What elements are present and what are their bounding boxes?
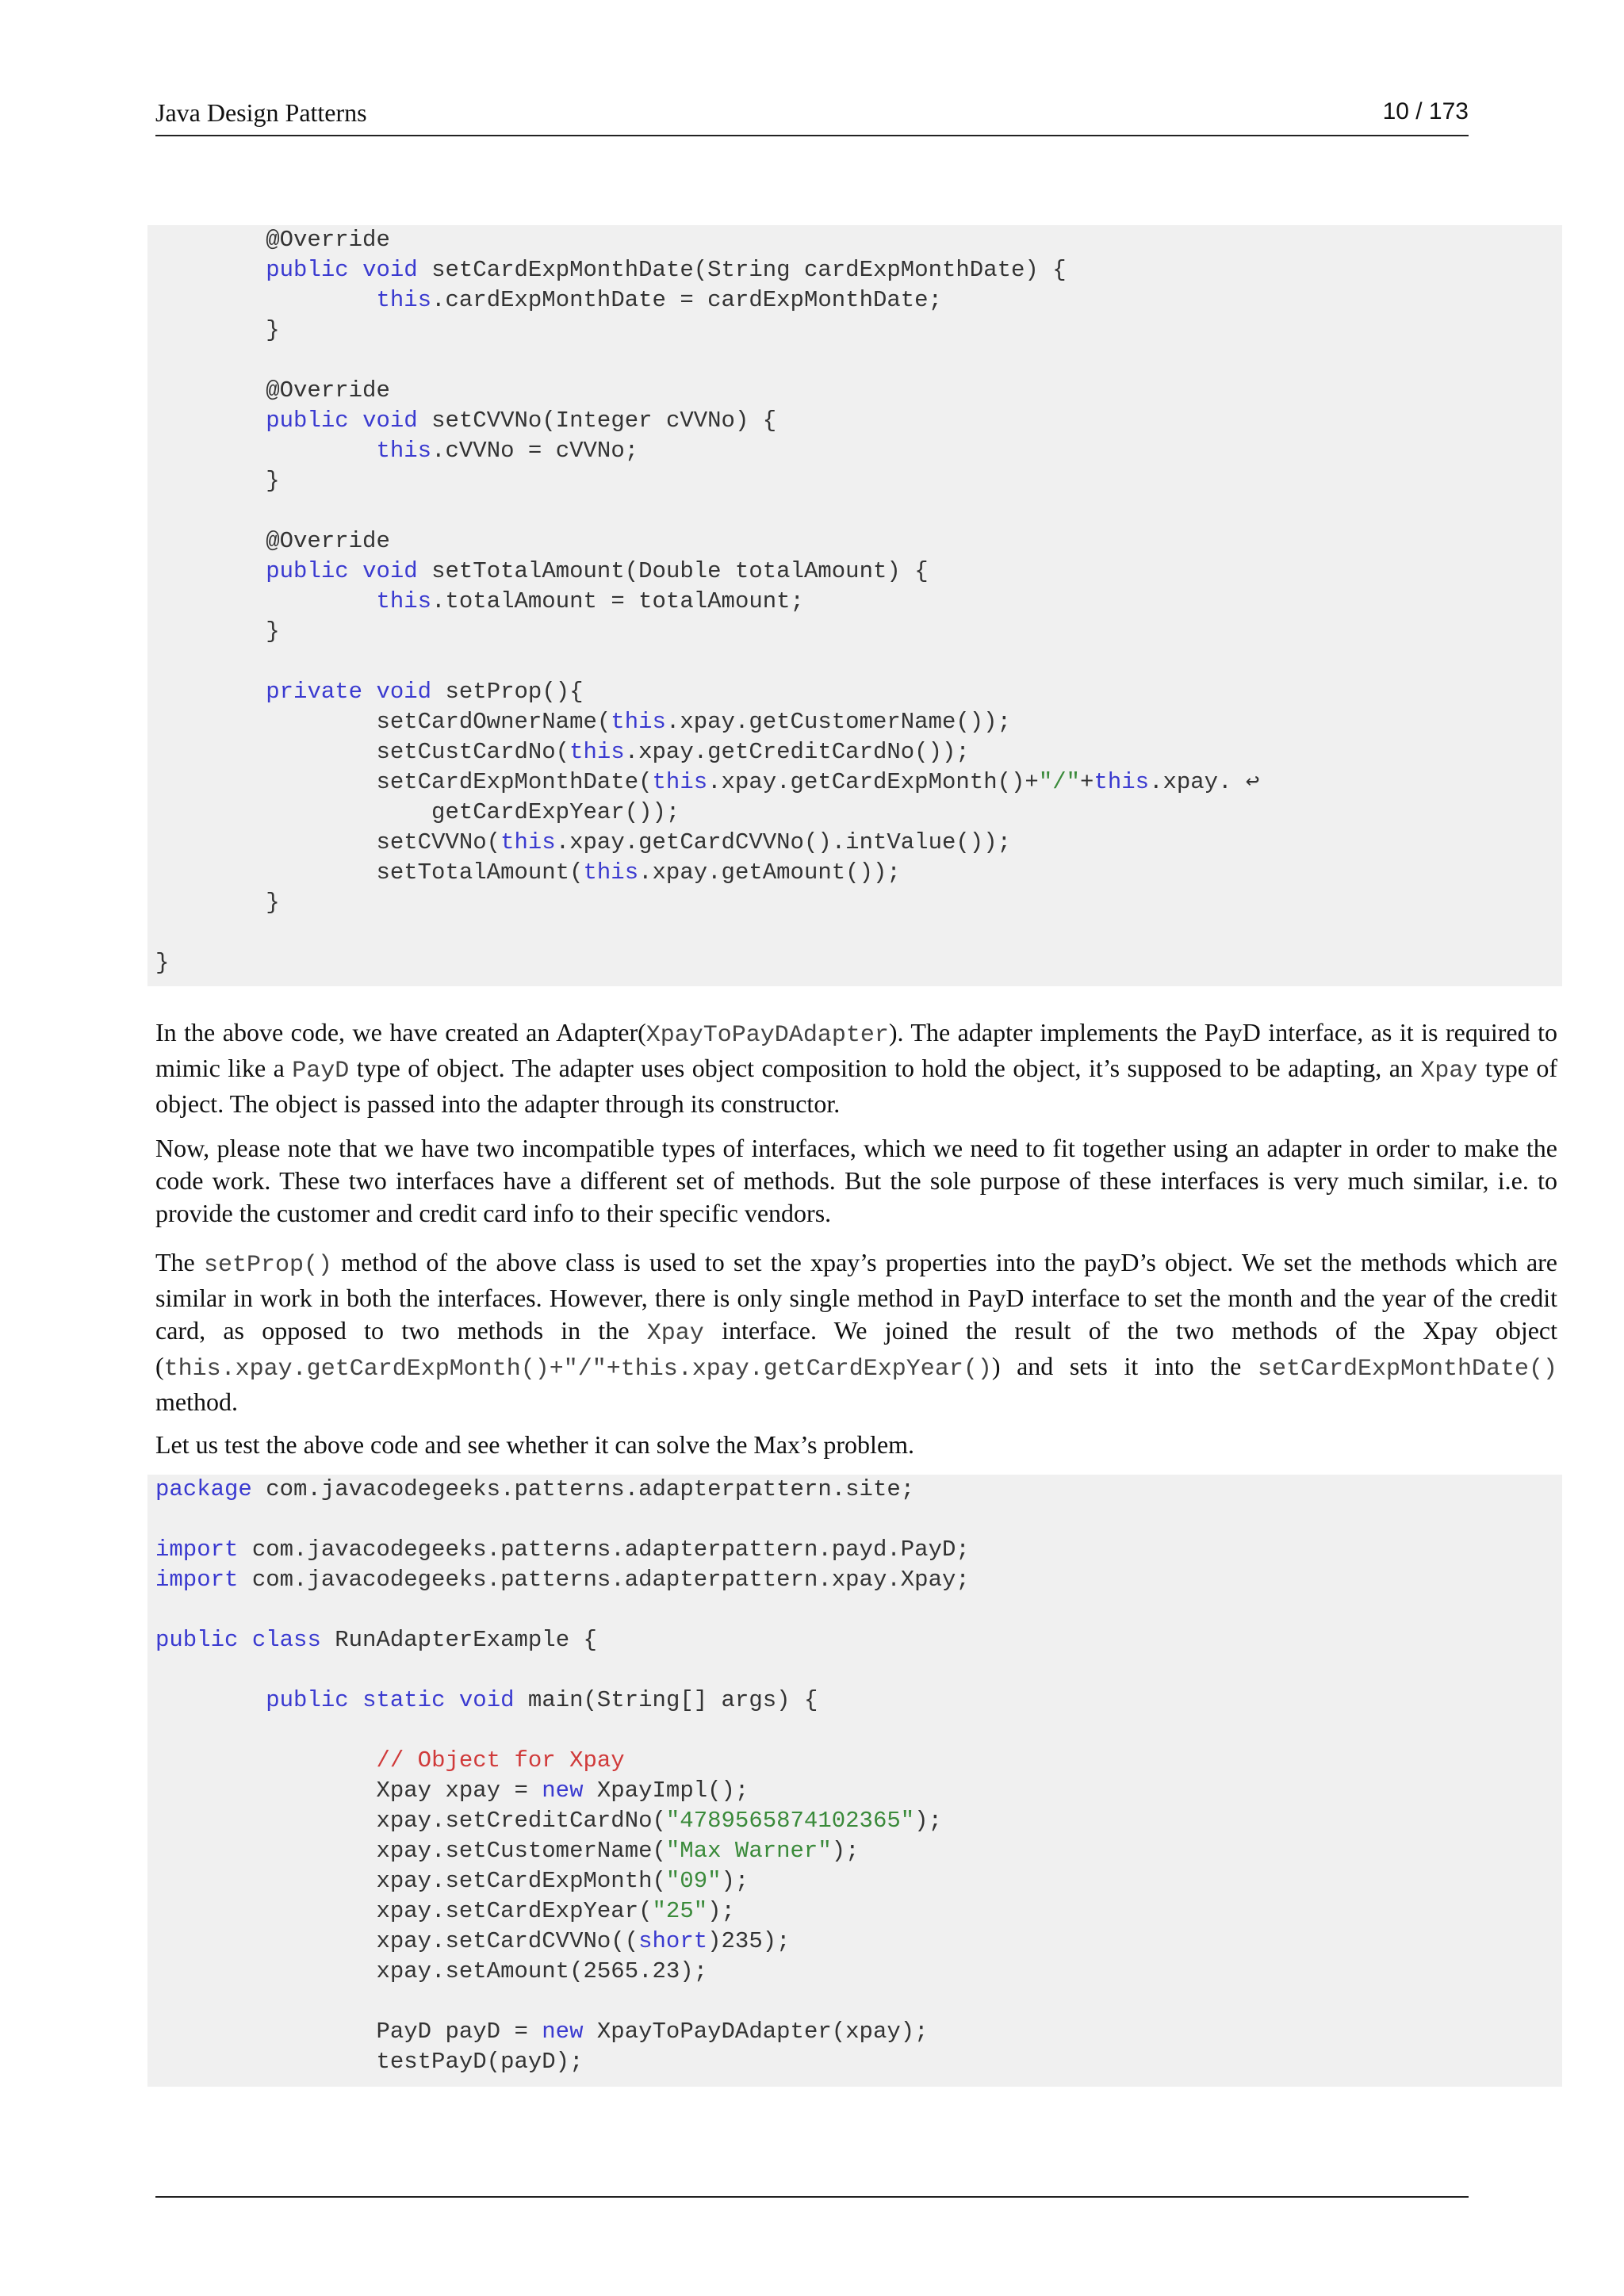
code-token: .xpay.getAmount()); [638,859,901,886]
code-token: // Object for Xpay [376,1747,625,1774]
code-token: setCVVNo( [155,829,501,855]
code-token: this [376,287,432,313]
code-token: ); [707,1898,735,1924]
code-line [155,858,1562,888]
code-token: getCardExpYear()); [155,799,680,825]
footer-rule [155,2196,1469,2198]
code-token [362,679,376,705]
code-token: } [155,468,280,494]
code-line [155,316,1562,346]
code-line [155,225,1562,255]
code-token: public [266,257,349,283]
paragraph-incompatible-interfaces [155,1132,1557,1230]
code-line [155,888,1562,918]
code-line [155,1776,1562,1806]
code-line [155,285,1562,316]
code-token: new [542,1777,584,1804]
code-line [155,526,1562,557]
code-token [155,558,266,584]
code-token: static [362,1687,446,1713]
code-token: this [611,709,666,735]
code-token: xpay.setAmount(2565.23); [155,1958,708,1984]
code-line [155,767,1562,798]
code-line [155,466,1562,496]
paragraph-text: ) and sets it into the [991,1352,1258,1380]
code-token: xpay.setCreditCardNo( [155,1808,666,1834]
inline-code: PayD [292,1058,350,1085]
code-line [155,617,1562,647]
code-token: .xpay. ↩ [1149,769,1260,795]
paragraph-text: type of object. The adapter uses object composition to hold the object, it’s supposed to be adapting, an [349,1054,1421,1082]
code-token: .xpay.getCardCVVNo().intValue()); [555,829,1011,855]
code-token: setCVVNo(Integer cVVNo) { [417,408,777,434]
page-number: 10 / 173 [1382,98,1469,124]
paragraph-text: type of object. The object is passed into the adapter through its constructor. [155,1054,1558,1118]
code-token: .cardExpMonthDate = cardExpMonthDate; [431,287,942,313]
code-line [155,1535,1562,1565]
code-token: short [638,1928,708,1954]
code-token [155,679,266,705]
code-token [155,287,376,313]
code-token: class [251,1627,321,1653]
code-token: this [652,769,708,795]
code-token: ); [831,1838,860,1864]
code-line [155,1957,1562,1987]
code-token: void [376,679,432,705]
code-token: ); [721,1868,749,1894]
code-token: .cVVNo = cVVNo; [431,438,639,464]
code-token: public [266,558,349,584]
paragraph-text: Let us test the above code and see whether it can solve the Max’s problem. [155,1430,915,1459]
code-token: .totalAmount = totalAmount; [431,588,804,614]
code-line [155,587,1562,617]
code-token: .xpay.getCustomerName()); [665,709,1011,735]
code-line [155,1625,1562,1655]
code-line [155,707,1562,737]
code-token: Xpay xpay = [155,1777,542,1804]
code-line [155,557,1562,587]
page-header [155,98,1469,136]
code-line [155,828,1562,858]
code-line [155,436,1562,466]
code-token: setCardOwnerName( [155,709,611,735]
code-token: new [542,2019,584,2045]
code-line [155,647,1562,677]
code-line [155,1686,1562,1716]
code-token: xpay.setCardExpMonth( [155,1868,666,1894]
code-token: XpayToPayDAdapter(xpay); [583,2019,929,2045]
code-token: void [362,558,418,584]
paragraph-test-intro [155,1429,1557,1461]
code-token: this [376,438,432,464]
code-token: import [155,1536,239,1563]
code-line [155,1896,1562,1927]
code-line [155,496,1562,526]
code-token: @Override [155,377,390,404]
code-line [155,948,1562,978]
code-token: XpayImpl(); [583,1777,749,1804]
code-line [155,346,1562,376]
code-token: com.javacodegeeks.patterns.adapterpattern.payd.PayD; [238,1536,970,1563]
code-line [155,1475,1562,1505]
code-line [155,1987,1562,2017]
code-token: this [569,739,625,765]
code-token: public [266,1687,349,1713]
code-token: this [500,829,556,855]
book-title: Java Design Patterns [155,98,367,127]
code-line [155,1505,1562,1535]
paragraph-text: method of the above class is used to set the xpay’s properties into the payD’s object. We set the methods which are similar in work in both the interfaces. However, there is only single method in PayD interface to set the month and the year of the credit card, as opposed to two methods in the [155,1248,1558,1345]
paragraph-text: ). The adapter implements the PayD interface, as it is required to mimic like a [155,1018,1558,1082]
code-token [155,408,266,434]
code-token: "/" [1038,769,1081,795]
code-block-run-adapter-example [147,1475,1562,2087]
paragraph-text: interface. We joined the result of the two methods of the Xpay object ( [155,1316,1558,1380]
code-token: void [362,257,418,283]
code-token [238,1627,251,1653]
code-token: this [1094,769,1150,795]
code-token: testPayD(payD); [155,2049,584,2075]
code-token: "4789565874102365" [665,1808,915,1834]
code-line [155,1866,1562,1896]
code-token: xpay.setCardExpYear( [155,1898,653,1924]
code-token: setCustCardNo( [155,739,570,765]
code-token: private [266,679,363,705]
code-token: setTotalAmount( [155,859,584,886]
code-token: RunAdapterExample { [320,1627,597,1653]
code-line [155,1806,1562,1836]
code-line [155,1655,1562,1686]
code-token: setCardExpMonthDate( [155,769,653,795]
code-token: @Override [155,528,390,554]
code-token: setTotalAmount(Double totalAmount) { [417,558,929,584]
code-token: public [266,408,349,434]
code-line [155,376,1562,406]
inline-code: XpayToPayDAdapter [645,1022,889,1049]
code-token: } [155,950,170,976]
code-token [155,588,376,614]
code-line [155,737,1562,767]
paragraph-setprop-explanation [155,1246,1557,1418]
code-line [155,2017,1562,2047]
inline-code: setCardExpMonthDate() [1257,1356,1557,1383]
paragraph-text: The [155,1248,204,1276]
code-token: } [155,890,280,916]
code-token [155,438,376,464]
code-token [349,1687,362,1713]
inline-code: setProp() [203,1252,332,1279]
code-token [155,1687,266,1713]
code-token: "25" [652,1898,708,1924]
code-token: @Override [155,227,390,253]
inline-code: this.xpay.getCardExpMonth()+"/"+this.xpay.getCardExpYear() [163,1356,992,1383]
code-token: package [155,1476,252,1502]
code-token: xpay.setCardCVVNo(( [155,1928,639,1954]
code-line [155,406,1562,436]
code-token: "09" [665,1868,722,1894]
code-token [349,558,362,584]
code-token [349,408,362,434]
code-token: } [155,317,280,343]
code-line [155,2047,1562,2077]
code-block-adapter [147,225,1562,986]
code-token: void [458,1687,515,1713]
code-token: + [1080,769,1094,795]
code-token: com.javacodegeeks.patterns.adapterpattern.site; [251,1476,915,1502]
inline-code: Xpay [1420,1058,1478,1085]
code-line [155,1746,1562,1776]
paragraph-text: method. [155,1387,238,1416]
paragraph-text: Now, please note that we have two incompatible types of interfaces, which we need to fit together using an adapter in order to make the code work. These two interfaces have a different set of methods. But the sole purpose of these interfaces is very much similar, i.e. to provide the customer and credit card info to their specific vendors. [155,1134,1557,1227]
code-token: .xpay.getCardExpMonth()+ [707,769,1039,795]
code-line [155,1595,1562,1625]
code-token: void [362,408,418,434]
code-token [155,1747,376,1774]
code-token: )235); [707,1928,791,1954]
code-token: PayD payD = [155,2019,542,2045]
paragraph-adapter-intro [155,1016,1557,1120]
code-token: public [155,1627,239,1653]
code-token: com.javacodegeeks.patterns.adapterpattern.xpay.Xpay; [238,1567,970,1593]
code-line [155,1836,1562,1866]
code-token [349,257,362,283]
code-token: this [376,588,432,614]
code-token: setCardExpMonthDate(String cardExpMonthDate) { [417,257,1067,283]
code-line [155,1716,1562,1746]
code-token [445,1687,458,1713]
code-token [155,257,266,283]
code-line [155,1927,1562,1957]
inline-code: Xpay [646,1320,704,1347]
code-line [155,1565,1562,1595]
code-line [155,798,1562,828]
paragraph-text: In the above code, we have created an Adapter( [155,1018,646,1047]
code-line [155,677,1562,707]
code-token: this [583,859,639,886]
code-token: import [155,1567,239,1593]
code-token: .xpay.getCreditCardNo()); [624,739,970,765]
code-token: ); [914,1808,942,1834]
code-line [155,255,1562,285]
code-token: main(String[] args) { [514,1687,818,1713]
code-token: } [155,618,280,645]
code-token: "Max Warner" [665,1838,832,1864]
code-token: setProp(){ [431,679,584,705]
code-line [155,918,1562,948]
code-token: xpay.setCustomerName( [155,1838,666,1864]
